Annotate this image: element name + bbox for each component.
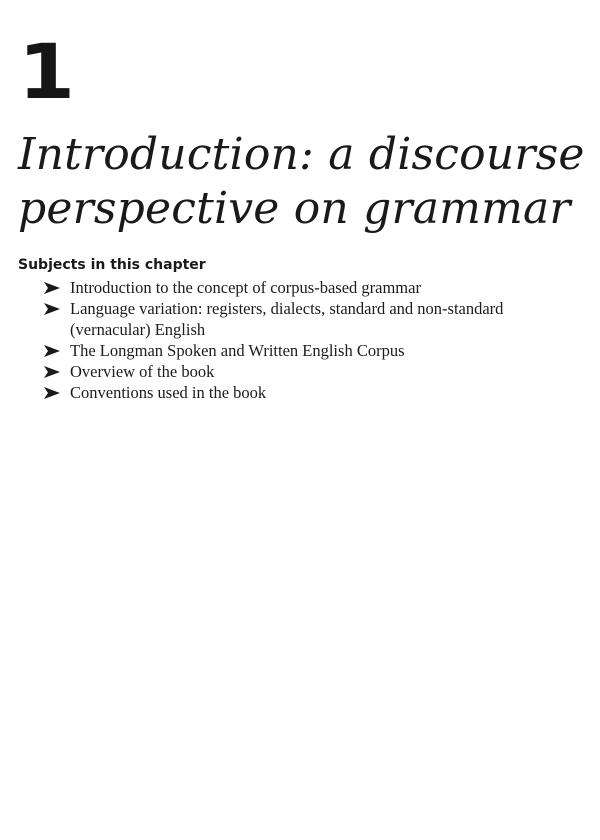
subject-line: The Longman Spoken and Written English Corpus: [70, 341, 405, 360]
arrowhead-bullet-icon: [44, 361, 70, 382]
subject-item: [44, 382, 584, 403]
subject-text: [70, 298, 584, 340]
chapter-title-line: Introduction: a discourse: [18, 129, 585, 180]
subject-text: [70, 277, 584, 298]
subjects-heading: Subjects in this chapter: [18, 257, 206, 273]
chapter-title: [18, 128, 588, 236]
subject-item: [44, 361, 584, 382]
subject-item: [44, 340, 584, 361]
subject-line: Overview of the book: [70, 362, 215, 381]
subject-item: [44, 277, 584, 298]
subject-item: [44, 298, 584, 340]
arrowhead-bullet-icon: [44, 382, 70, 403]
subject-text: [70, 382, 584, 403]
subject-line: Language variation: registers, dialects, standard and non-standard: [70, 299, 504, 318]
subject-text: [70, 361, 584, 382]
arrowhead-bullet-icon: [44, 298, 70, 319]
subject-text: [70, 340, 584, 361]
arrowhead-bullet-icon: [44, 277, 70, 298]
chapter-title-line: perspective on grammar: [18, 183, 571, 234]
chapter-number: 1: [18, 27, 73, 116]
subject-line: Introduction to the concept of corpus-based grammar: [70, 278, 421, 297]
subjects-list: [44, 277, 584, 403]
subject-line: Conventions used in the book: [70, 383, 267, 402]
arrowhead-bullet-icon: [44, 340, 70, 361]
subject-line: (vernacular) English: [70, 320, 206, 339]
